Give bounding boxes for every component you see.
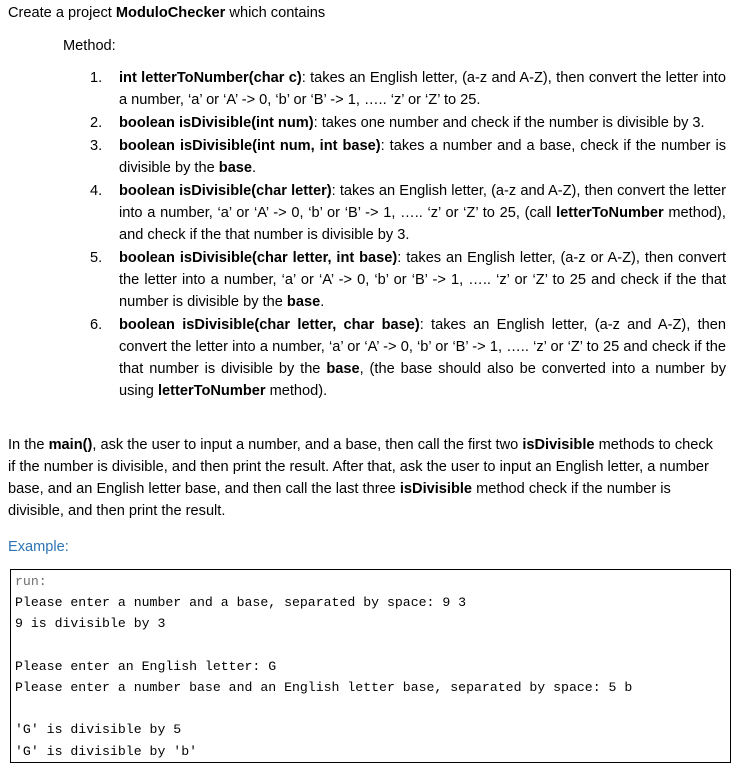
method-description: : takes a number and a base, check if the number is divisible by the <box>119 138 727 176</box>
example-heading: Example: <box>8 539 69 555</box>
method-text <box>119 314 726 402</box>
method-item-2 <box>90 112 726 134</box>
console-output <box>10 569 731 763</box>
method-description-tail: method), and check if the that number is divisible by 3. <box>119 205 726 243</box>
method-description: : takes an English letter, (a-z and A-Z), then convert the letter into a number, ‘a’ or ‘A’ -> 0, ‘b’ or ‘B’ -> 1, ….. ‘z’ or ‘Z’ to 25. <box>119 70 726 108</box>
intro-suffix: which contains <box>225 5 326 21</box>
method-number: 2. <box>90 115 103 131</box>
method-text <box>119 247 726 313</box>
method-description-tail: . <box>252 160 257 176</box>
bold-term: base <box>326 361 360 377</box>
bold-term: main() <box>48 437 93 453</box>
bold-term: base <box>218 160 253 176</box>
method-signature: boolean isDivisible(char letter, char base) <box>119 317 420 333</box>
console-line: run: <box>15 574 47 589</box>
project-name: ModuloChecker <box>115 5 226 21</box>
bold-term: letterToNumber <box>556 205 664 221</box>
console-line: Please enter a number base and an English letter base, separated by space: 5 b <box>15 679 633 695</box>
method-signature: boolean isDivisible(char letter, int base) <box>119 250 398 266</box>
method-signature: boolean isDivisible(int num) <box>119 115 314 131</box>
console-line: 9 is divisible by 3 <box>15 616 166 632</box>
method-item-5 <box>90 247 726 313</box>
method-signature: boolean isDivisible(char letter) <box>119 183 332 199</box>
console-line: Please enter an English letter: G <box>15 658 277 674</box>
bold-term: isDivisible <box>399 481 473 497</box>
intro-line <box>8 2 325 24</box>
method-description: : takes one number and check if the number is divisible by 3. <box>313 115 705 131</box>
text-run: method check if the number is divisible, and then print the result. <box>8 481 671 519</box>
bold-term: base <box>286 294 321 310</box>
text-run: methods to check if the number is divisible, and then print the result. After that, ask the user to input an English letter, a number base, and an English letter base, and then call the last three <box>8 437 713 497</box>
method-item-3 <box>90 135 726 179</box>
method-description: : takes an English letter, (a-z and A-Z), then convert the letter into a number, ‘a’ or ‘A’ -> 0, ‘b’ or ‘B’ -> 1, ….. ‘z’ or ‘Z’ to 25, (call <box>119 183 726 221</box>
intro-prefix: Create a project <box>8 5 116 21</box>
bold-term: isDivisible <box>522 437 595 453</box>
method-number: 5. <box>90 250 103 266</box>
method-number: 1. <box>90 70 103 86</box>
method-item-4 <box>90 180 726 246</box>
method-description-mid: , (the base should also be converted into a number by using <box>119 361 726 399</box>
method-number: 6. <box>90 317 103 333</box>
method-list <box>90 67 726 403</box>
main-instructions <box>8 434 720 522</box>
method-text <box>119 135 726 179</box>
method-signature: boolean isDivisible(int num, int base) <box>119 138 381 154</box>
method-description: : takes an English letter, (a-z or A-Z), then convert the letter into a number, ‘a’ or ‘A’ -> 0, ‘b’ or ‘B’ -> 1, ….. ‘z’ or ‘Z’ to 25 and check if the that number is divisible by the <box>119 250 726 310</box>
method-description: : takes an English letter, (a-z and A-Z), then convert the letter into a number, ‘a’ or ‘A’ -> 0, ‘b’ or ‘B’ -> 1, ….. ‘z’ or ‘Z’ to 25 and check if the that number is divisible by the <box>119 317 726 377</box>
method-description-tail: . <box>320 294 325 310</box>
method-text <box>119 112 726 134</box>
console-line: Please enter a number and a base, separated by space: 9 3 <box>15 595 467 611</box>
text-run: In the <box>8 437 49 453</box>
method-item-1 <box>90 67 726 111</box>
console-line: 'G' is divisible by 5 <box>15 722 182 738</box>
console-line <box>15 635 730 656</box>
method-number: 4. <box>90 183 103 199</box>
method-item-6 <box>90 314 726 402</box>
method-text <box>119 67 726 111</box>
console-line <box>15 698 730 719</box>
method-signature: int letterToNumber(char c) <box>119 70 302 86</box>
method-description-tail: method). <box>265 383 328 399</box>
method-number: 3. <box>90 138 103 154</box>
text-run: , ask the user to input a number, and a base, then call the first two <box>92 437 523 453</box>
bold-term: letterToNumber <box>157 383 266 399</box>
console-line: 'G' is divisible by 'b' <box>15 743 198 759</box>
method-text <box>119 180 726 246</box>
method-heading: Method: <box>63 38 116 54</box>
